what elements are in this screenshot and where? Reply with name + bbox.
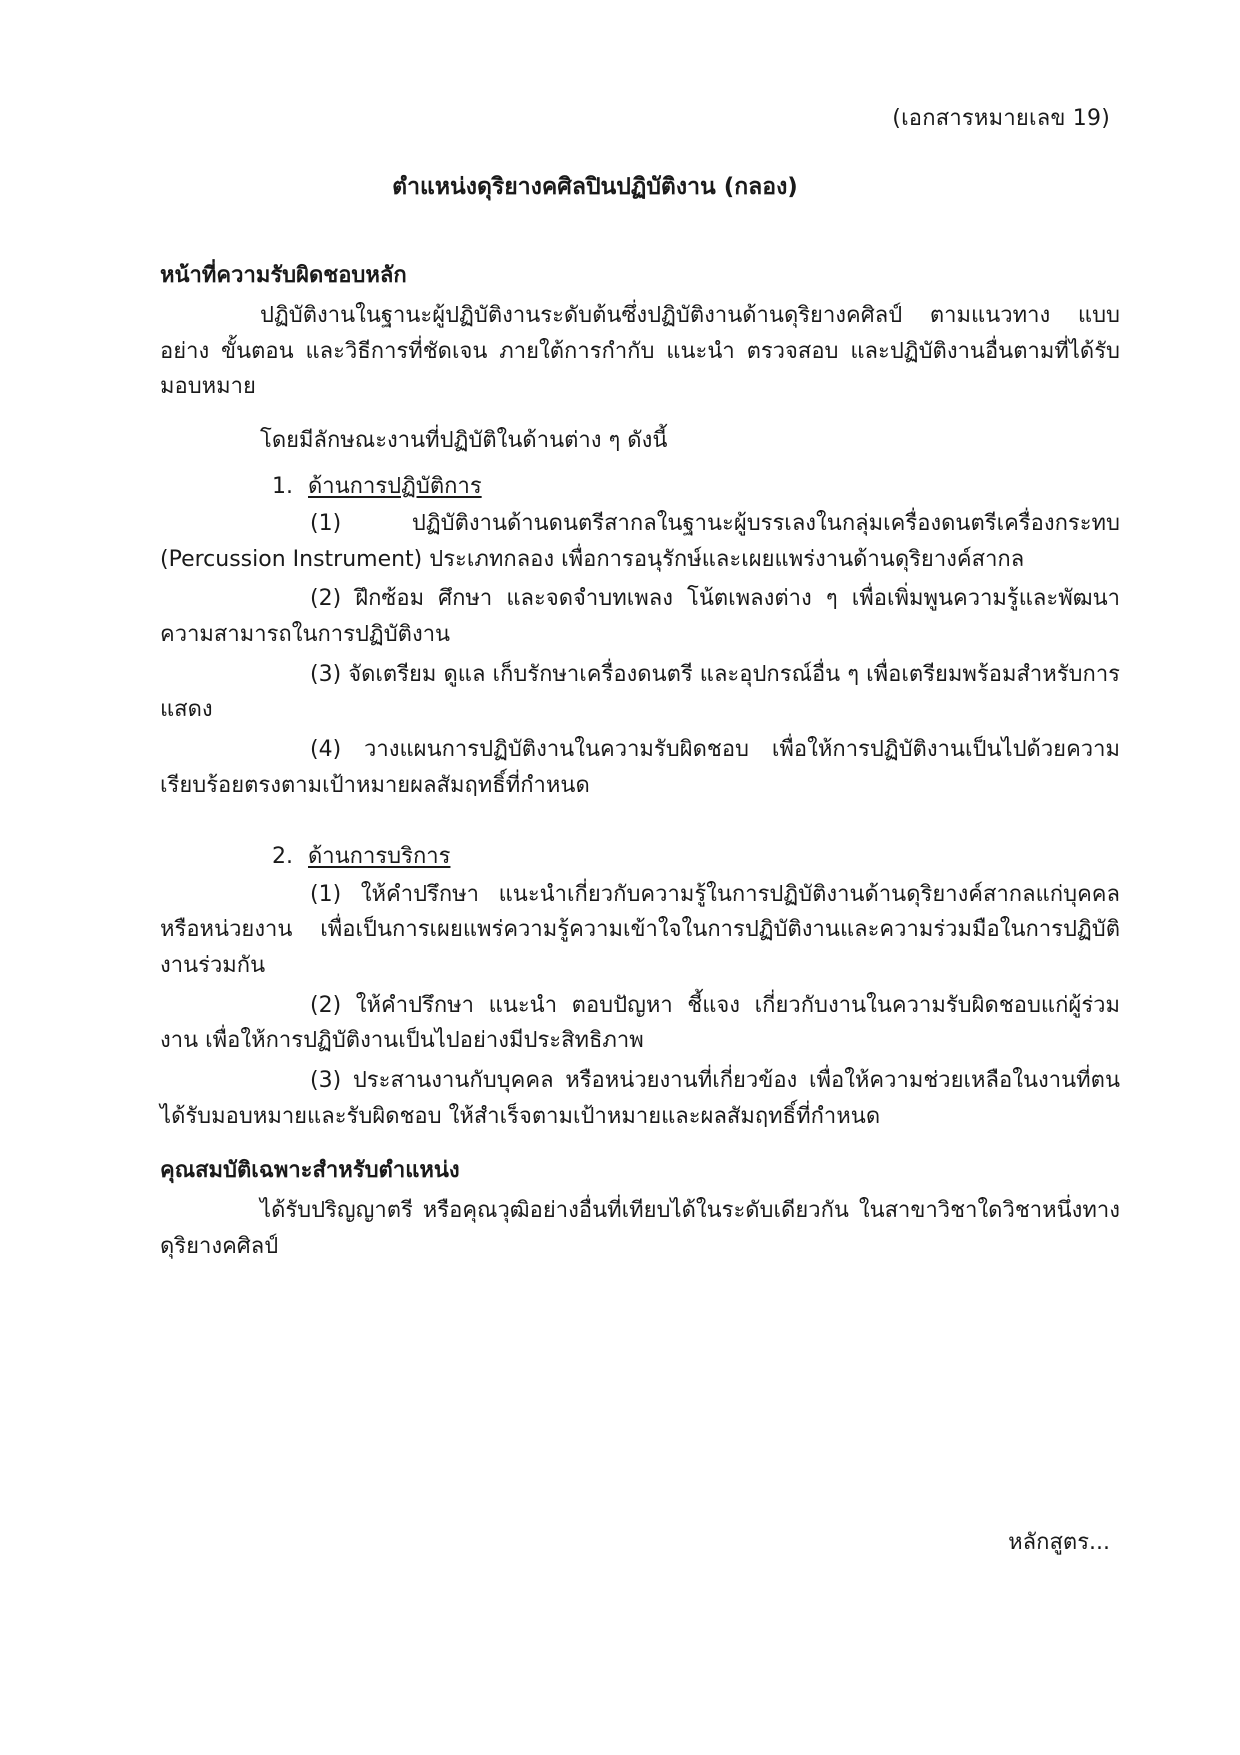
list-item-2	[160, 839, 1120, 875]
list-item-1	[160, 469, 1120, 505]
list-item-1-number: 1.	[272, 473, 293, 499]
spacer	[160, 1138, 1120, 1152]
list-item-2-label: ด้านการบริการ	[308, 844, 451, 870]
item1-point-2: (2) ฝึกซ้อม ศึกษา และจดจำบทเพลง โน้ตเพลงต่าง ๆ เพื่อเพิ่มพูนความรู้และพัฒนาความสามารถในการปฏิบัติงาน	[160, 586, 1120, 647]
list-item-1-label: ด้านการปฏิบัติการ	[308, 473, 482, 499]
list-item-2-number: 2.	[272, 844, 293, 870]
qualifications-heading: คุณสมบัติเฉพาะสำหรับตำแหน่ง	[160, 1158, 460, 1184]
footer-note: หลักสูตร...	[1008, 1530, 1110, 1555]
qualifications-paragraph: ได้รับปริญญาตรี หรือคุณวุฒิอย่างอื่นที่เทียบได้ในระดับเดียวกัน ในสาขาวิชาใดวิชาหนึ่งทางดุริยางคศิลป์	[160, 1198, 1120, 1259]
page-title: ตำแหน่งดุริยางคศิลปินปฏิบัติงาน (กลอง)	[392, 174, 798, 200]
spacer	[160, 807, 1120, 829]
item1-point-1: (1) ปฏิบัติงานด้านดนตรีสากลในฐานะผู้บรรเลงในกลุ่มเครื่องดนตรีเครื่องกระทบ (Percussion Instrument) ประเภทกลอง เพื่อการอนุรักษ์และเผยแพร่งานด้านดุริยางค์สากล	[160, 511, 1120, 572]
item1-point-3: (3) จัดเตรียม ดูแล เก็บรักษาเครื่องดนตรี และอุปกรณ์อื่น ๆ เพื่อเตรียมพร้อมสำหรับการแสดง	[160, 661, 1120, 723]
item2-point-3: (3) ประสานงานกับบุคคล หรือหน่วยงานที่เกี่ยวข้อง เพื่อให้ความช่วยเหลือในงานที่ตนได้รับมอบหมายและรับผิดชอบ ให้สำเร็จตามเป้าหมายและผลสัมฤทธิ์ที่กำหนด	[160, 1067, 1120, 1129]
document-reference: (เอกสารหมายเลข 19)	[892, 106, 1110, 131]
lead-in-paragraph: โดยมีลักษณะงานที่ปฏิบัติในด้านต่าง ๆ ดังนี้	[260, 427, 668, 453]
main-duties-heading: หน้าที่ความรับผิดชอบหลัก	[160, 263, 407, 288]
item1-point-4: (4) วางแผนการปฏิบัติงานในความรับผิดชอบ เพื่อให้การปฏิบัติงานเป็นไปด้วยความเรียบร้อยตรงตามเป้าหมายผลสัมฤทธิ์ที่กำหนด	[160, 736, 1120, 798]
main-duties-paragraph: ปฏิบัติงานในฐานะผู้ปฏิบัติงานระดับต้นซึ่งปฏิบัติงานด้านดุริยางคศิลป์ ตามแนวทาง แบบอย่าง ขั้นตอน และวิธีการที่ชัดเจน ภายใต้การกำกับ แนะนำ ตรวจสอบ และปฏิบัติงานอื่นตามที่ได้รับมอบหมาย	[160, 303, 1120, 400]
item2-point-2: (2) ให้คำปรึกษา แนะนำ ตอบปัญหา ชี้แจง เกี่ยวกับงานในความรับผิดชอบแก่ผู้ร่วมงาน เพื่อให้การปฏิบัติงานเป็นไปอย่างมีประสิทธิภาพ	[160, 992, 1120, 1054]
item2-point-1: (1) ให้คำปรึกษา แนะนำเกี่ยวกับความรู้ในการปฏิบัติงานด้านดุริยางค์สากลแก่บุคคลหรือหน่วยงาน เพื่อเป็นการเผยแพร่ความรู้ความเข้าใจในการปฏิบัติงานและความร่วมมือในการปฏิบัติงานร่วมกัน	[160, 881, 1120, 978]
spacer	[160, 409, 1120, 423]
